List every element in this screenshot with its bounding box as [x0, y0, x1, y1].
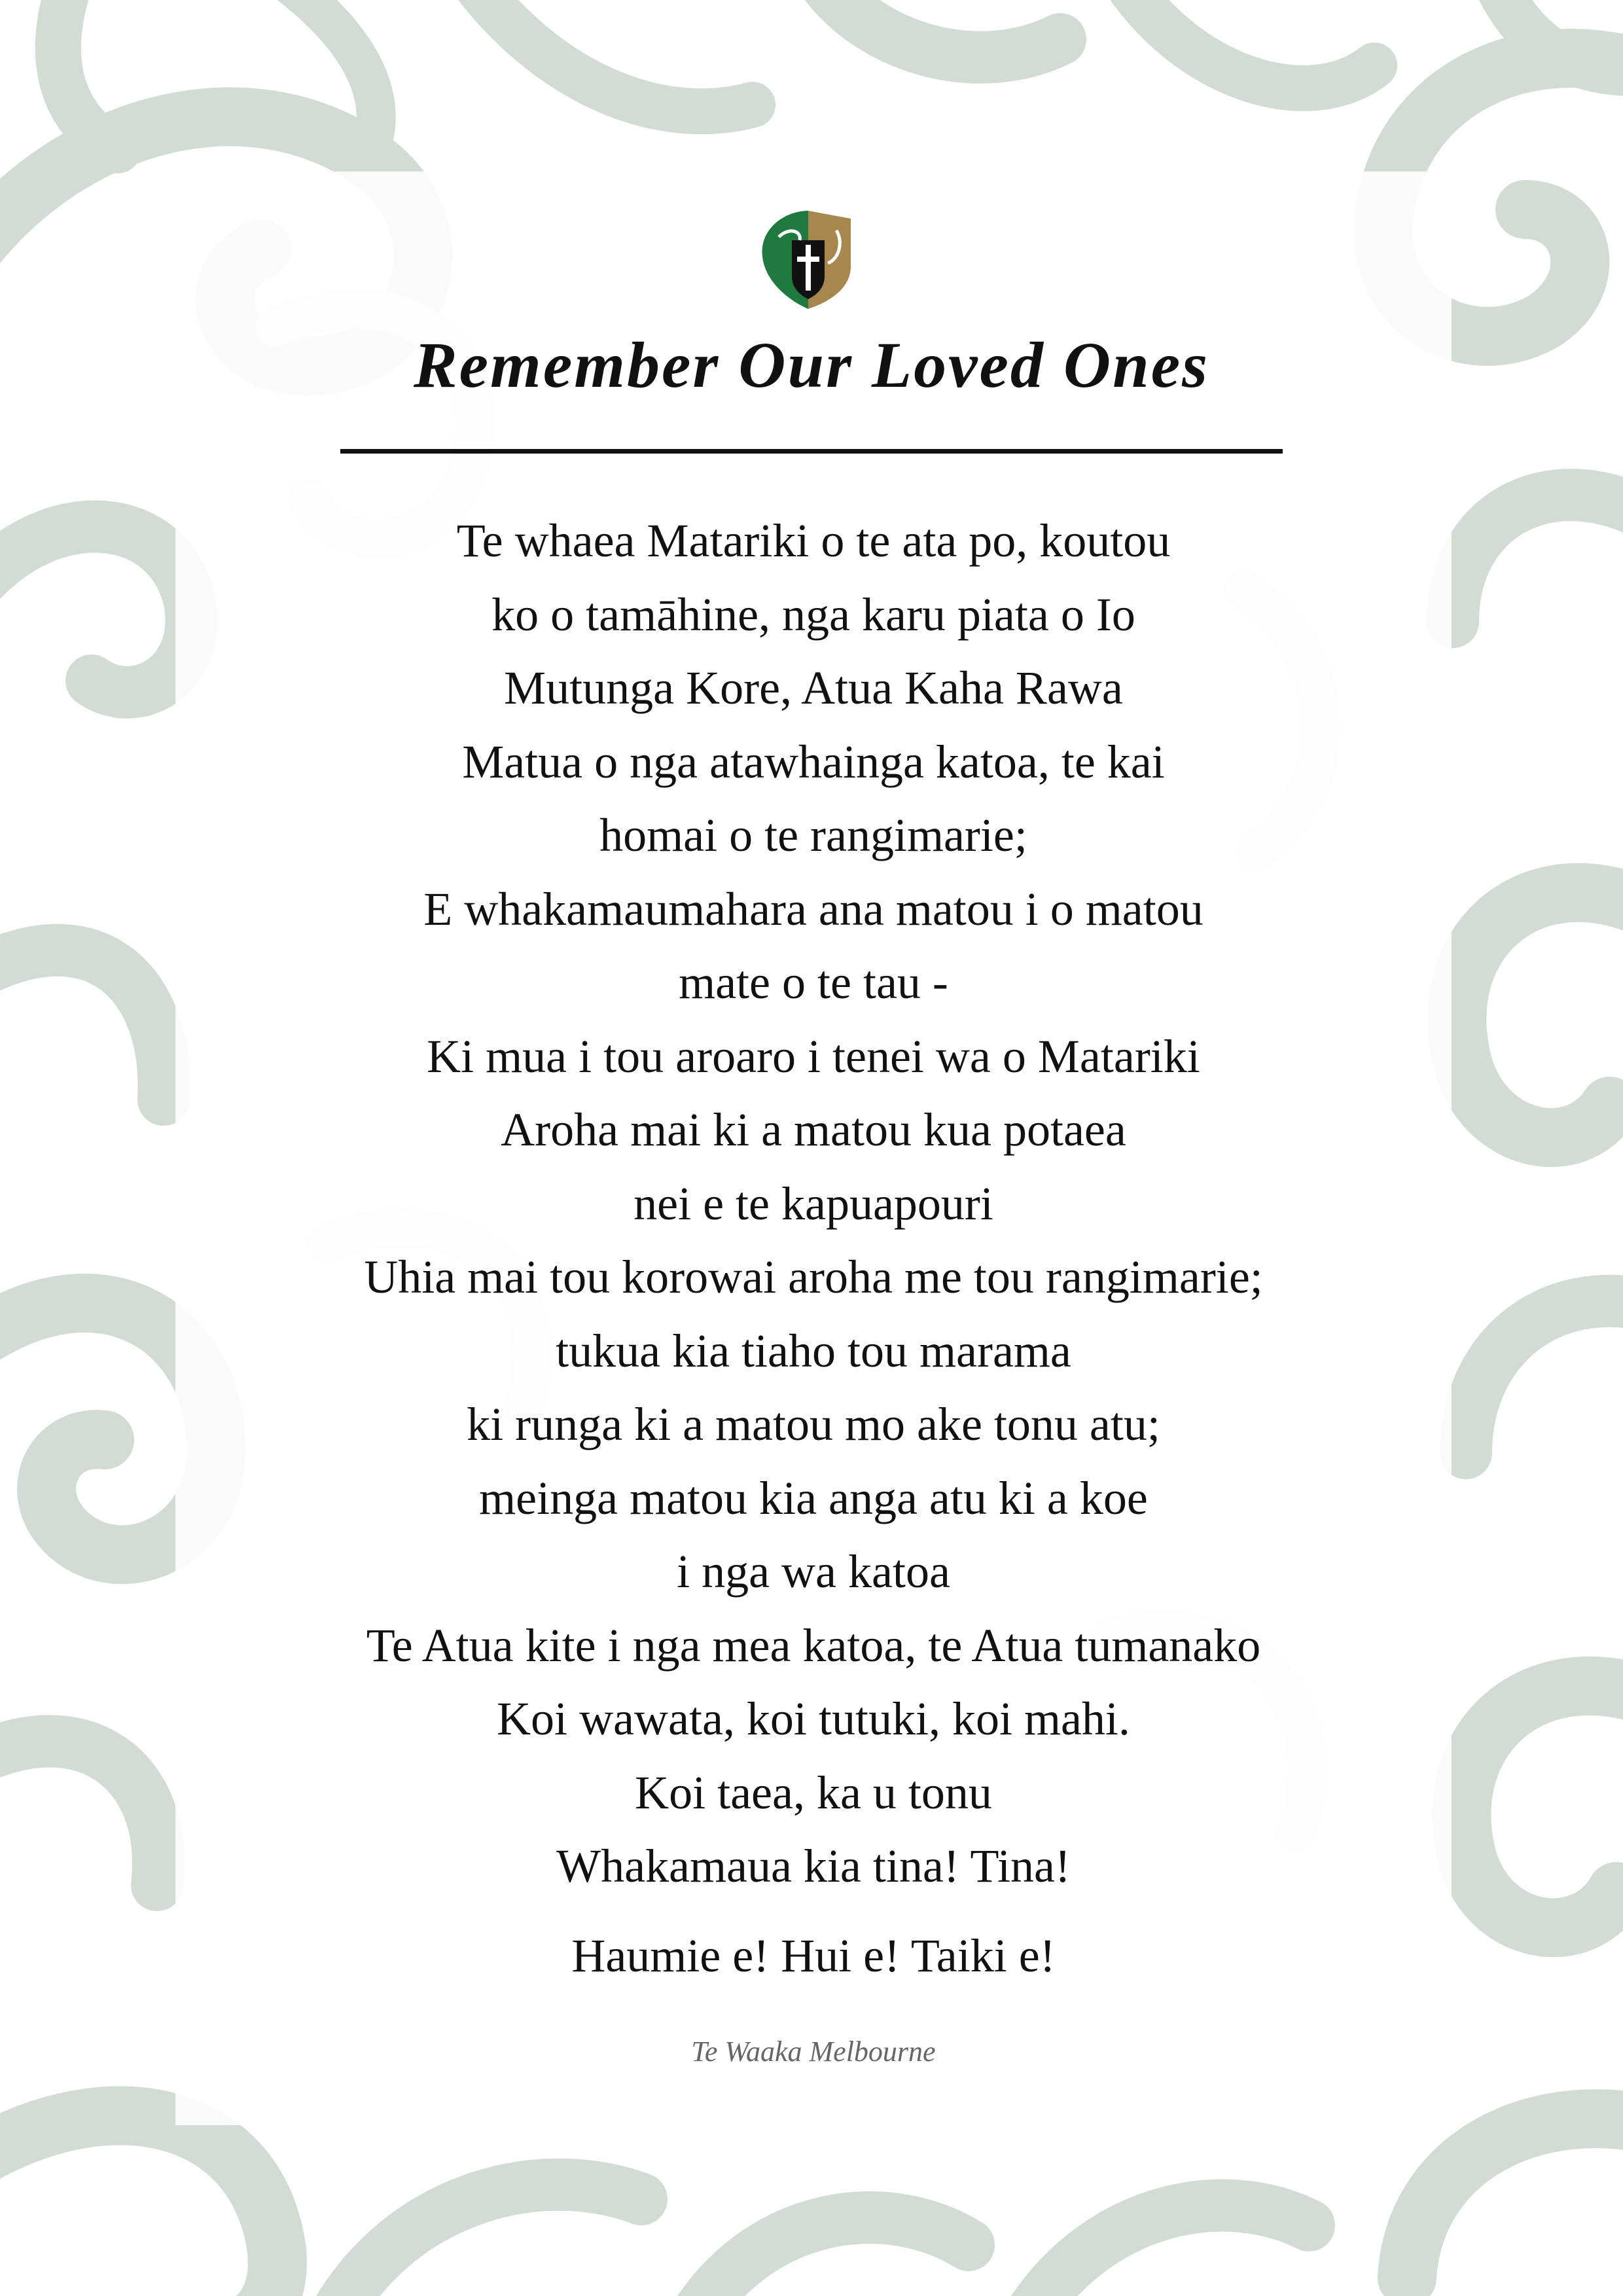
poem-line: i nga wa katoa [677, 1545, 950, 1598]
poem-line: Ki mua i tou aroaro i tenei wa o Matariki [427, 1030, 1200, 1083]
poem-line: homai o te rangimarie; [599, 809, 1027, 861]
poem-line: Koi taea, ka u tonu [635, 1766, 992, 1819]
poem-line: Uhia mai tou korowai aroha me tou rangimarie; [364, 1251, 1263, 1303]
poem-line: meinga matou kia anga atu ki a koe [479, 1471, 1148, 1524]
poem-line: E whakamaumahara ana matou i o matou [423, 882, 1204, 935]
poem-line: Whakamaua kia tina! Tina! [556, 1840, 1071, 1892]
poem-line: Mutunga Kore, Atua Kaha Rawa [504, 662, 1123, 714]
poem-line: ki runga ki a matou mo ake tonu atu; [467, 1398, 1160, 1450]
footer-credit: Te Waaka Melbourne [691, 2036, 936, 2068]
poem-line: Matua o nga atawhainga katoa, te kai [462, 735, 1165, 788]
poem-line: nei e te kapuapouri [633, 1177, 993, 1230]
poem-lines [175, 504, 1452, 1903]
poem-line: Aroha mai ki a matou kua potaea [501, 1103, 1126, 1156]
poem-line: Koi wawata, koi tutuki, koi mahi. [497, 1693, 1130, 1745]
poem-line: ko o tamāhine, nga karu piata o Io [491, 588, 1135, 641]
document-title: Remember Our Loved Ones [413, 329, 1210, 401]
title-divider [340, 449, 1283, 454]
school-crest-icon [753, 204, 864, 315]
poem-line: mate o te tau - [679, 956, 948, 1009]
poem-line: Te whaea Matariki o te ata po, koutou [456, 514, 1171, 567]
poem-line: Te Atua kite i nga mea katoa, te Atua tumanako [366, 1619, 1261, 1672]
closing-line: Haumie e! Hui e! Taiki e! [571, 1929, 1056, 1982]
poem-line: tukua kia tiaho tou marama [556, 1324, 1071, 1377]
